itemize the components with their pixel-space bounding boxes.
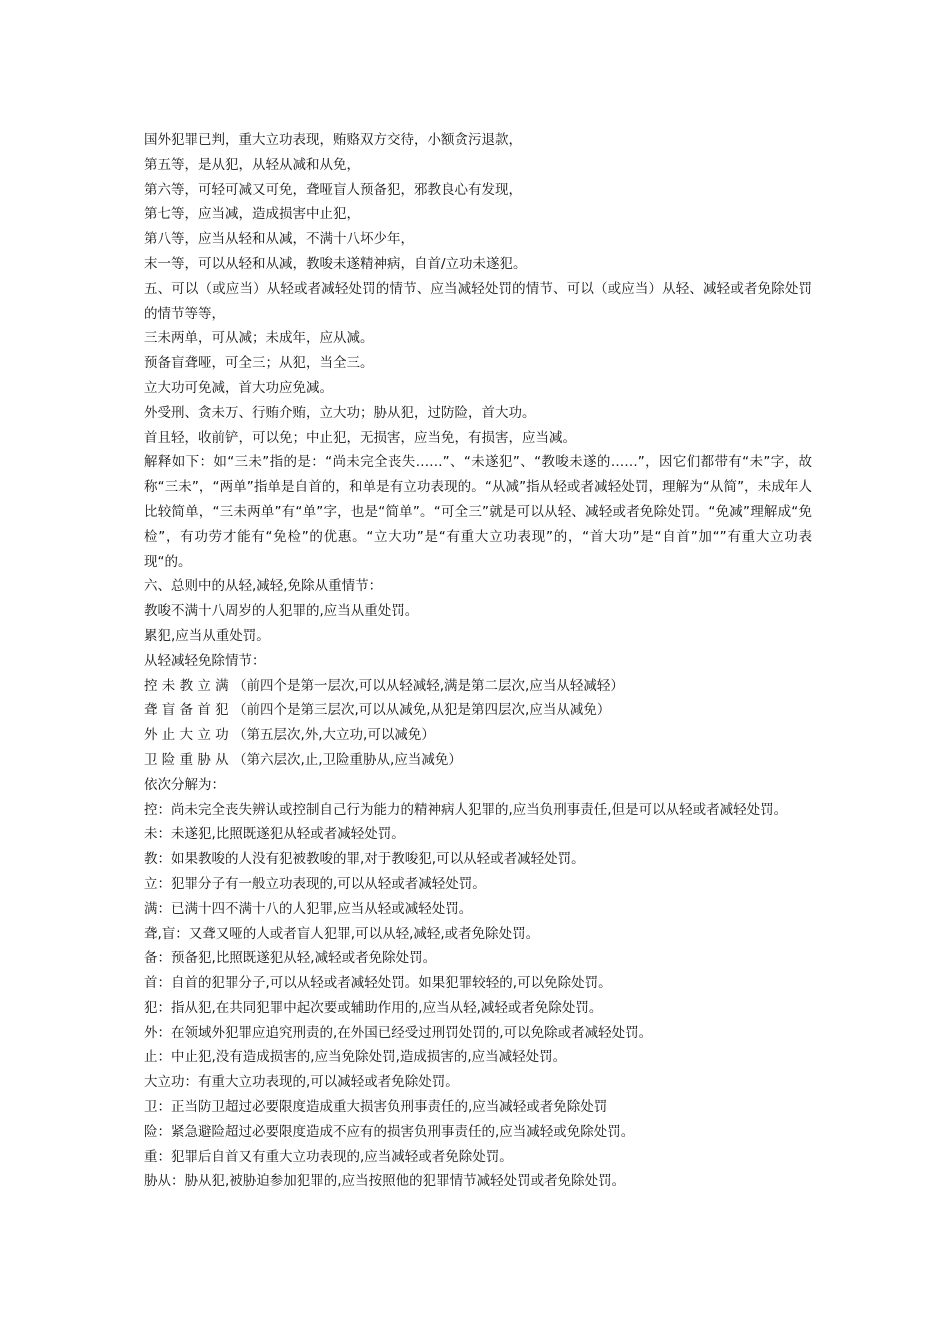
mnemonic-line: 控 未 教 立 满 （前四个是第一层次,可以从轻减轻,满是第二层次,应当从轻减轻） <box>144 677 624 694</box>
text-line: 第七等，应当减，造成损害中止犯， <box>144 206 360 223</box>
definition-line: 险：紧急避险超过必要限度造成不应有的损害负刑事责任的,应当减轻或免除处罚。 <box>144 1123 635 1140</box>
text-line: 三未两单，可从减；未成年，应从减。 <box>144 330 374 347</box>
text-line: 首且轻，收前铲，可以免；中止犯，无损害，应当免，有损害，应当减。 <box>144 429 576 446</box>
definition-paragraph: 控：尚未完全丧失辨认或控制自己行为能力的精神病人犯罪的,应当负刑事责任,但是可以从轻或者减轻处罚。 <box>144 801 788 818</box>
section-five-heading: 五、可以（或应当）从轻或者减轻处罚的情节、应当减轻处罚的情节、可以（或应当）从轻、减轻或者免除处罚的情节等等， <box>144 280 812 322</box>
definition-line: 教：如果教唆的人没有犯被教唆的罪,对于教唆犯,可以从轻或者减轻处罚。 <box>144 851 585 868</box>
definition-line: 聋,盲：又聋又哑的人或者盲人犯罪,可以从轻,减轻,或者免除处罚。 <box>144 925 540 942</box>
definition-line: 大立功：有重大立功表现的,可以减轻或者免除处罚。 <box>144 1074 459 1091</box>
definition-line: 满：已满十四不满十八的人犯罪,应当从轻或减轻处罚。 <box>144 900 473 917</box>
text-line: 国外犯罪已判，重大立功表现，贿赂双方交待，小额贪污退款， <box>144 132 522 148</box>
text-line: 第六等，可轻可减又可免，聋哑盲人预备犯，邪教良心有发现， <box>144 181 522 198</box>
text-line: 第八等，应当从轻和从减，不满十八坏少年， <box>144 231 414 248</box>
text-line: 依次分解为： <box>144 776 225 793</box>
definition-line: 未：未遂犯,比照既遂犯从轻或者减轻处罚。 <box>144 826 405 843</box>
mnemonic-line: 卫 险 重 胁 从 （第六层次,止,卫险重胁从,应当减免） <box>144 751 462 768</box>
mnemonic-line: 聋 盲 备 首 犯 （前四个是第三层次,可以从减免,从犯是第四层次,应当从减免） <box>144 702 611 719</box>
definition-line: 外：在领域外犯罪应追究刑责的,在外国已经受过刑罚处罚的,可以免除或者减轻处罚。 <box>144 1024 653 1041</box>
definition-line: 备：预备犯,比照既遂犯从轻,减轻或者免除处罚。 <box>144 950 437 967</box>
definition-line: 重：犯罪后自首又有重大立功表现的,应当减轻或者免除处罚。 <box>144 1148 513 1165</box>
definition-line: 犯：指从犯,在共同犯罪中起次要或辅助作用的,应当从轻,减轻或者免除处罚。 <box>144 999 603 1016</box>
definition-line: 胁从：胁从犯,被胁迫参加犯罪的,应当按照他的犯罪情节减轻处罚或者免除处罚。 <box>144 1173 626 1190</box>
text-line: 末一等，可以从轻和从减，教唆未遂精神病，自首/立功未遂犯。 <box>144 255 527 272</box>
text-line: 立大功可免减，首大功应免减。 <box>144 379 333 396</box>
text-line: 预备盲聋哑，可全三；从犯，当全三。 <box>144 355 374 372</box>
text-line: 外受刑、贪未万、行贿介贿，立大功；胁从犯，过防险，首大功。 <box>144 404 536 421</box>
mnemonic-line: 外 止 大 立 功 （第五层次,外,大立功,可以减免） <box>144 727 435 744</box>
document-page <box>144 128 812 1194</box>
explanation-paragraph: 解释如下：如“三未”指的是：“尚未完全丧失……”、“未遂犯”、“教唆未遂的……”，因它们都带有“未”字，故称“三未”，“两单”指单是自首的，和单是有立功表现的。“从减”指从轻或者减轻处罚，理解为“从简”，未成年人比较简单，“三未两单”有“单”字，也是“简单”。“可全三”就是可以从轻、减轻或者免除处罚。“免减”理解成“免检”，有功劳才能有“免检”的优惠。“立大功”是“有重大立功表现”的，“首大功”是“自首”加“”有重大立功表现“的。 <box>144 454 812 570</box>
text-line: 教唆不满十八周岁的人犯罪的,应当从重处罚。 <box>144 603 419 620</box>
text-line: 第五等，是从犯，从轻从减和从免， <box>144 156 360 173</box>
definition-line: 立：犯罪分子有一般立功表现的,可以从轻或者减轻处罚。 <box>144 875 486 892</box>
definition-line: 卫：正当防卫超过必要限度造成重大损害负刑事责任的,应当减轻或者免除处罚 <box>144 1099 608 1116</box>
text-line: 累犯,应当从重处罚。 <box>144 627 270 644</box>
definition-line: 首：自首的犯罪分子,可以从轻或者减轻处罚。如果犯罪较轻的,可以免除处罚。 <box>144 975 612 992</box>
section-six-heading: 六、总则中的从轻,减轻,免除从重情节： <box>144 578 383 595</box>
definition-line: 止：中止犯,没有造成损害的,应当免除处罚,造成损害的,应当减轻处罚。 <box>144 1049 567 1066</box>
text-line: 从轻减轻免除情节： <box>144 652 266 669</box>
